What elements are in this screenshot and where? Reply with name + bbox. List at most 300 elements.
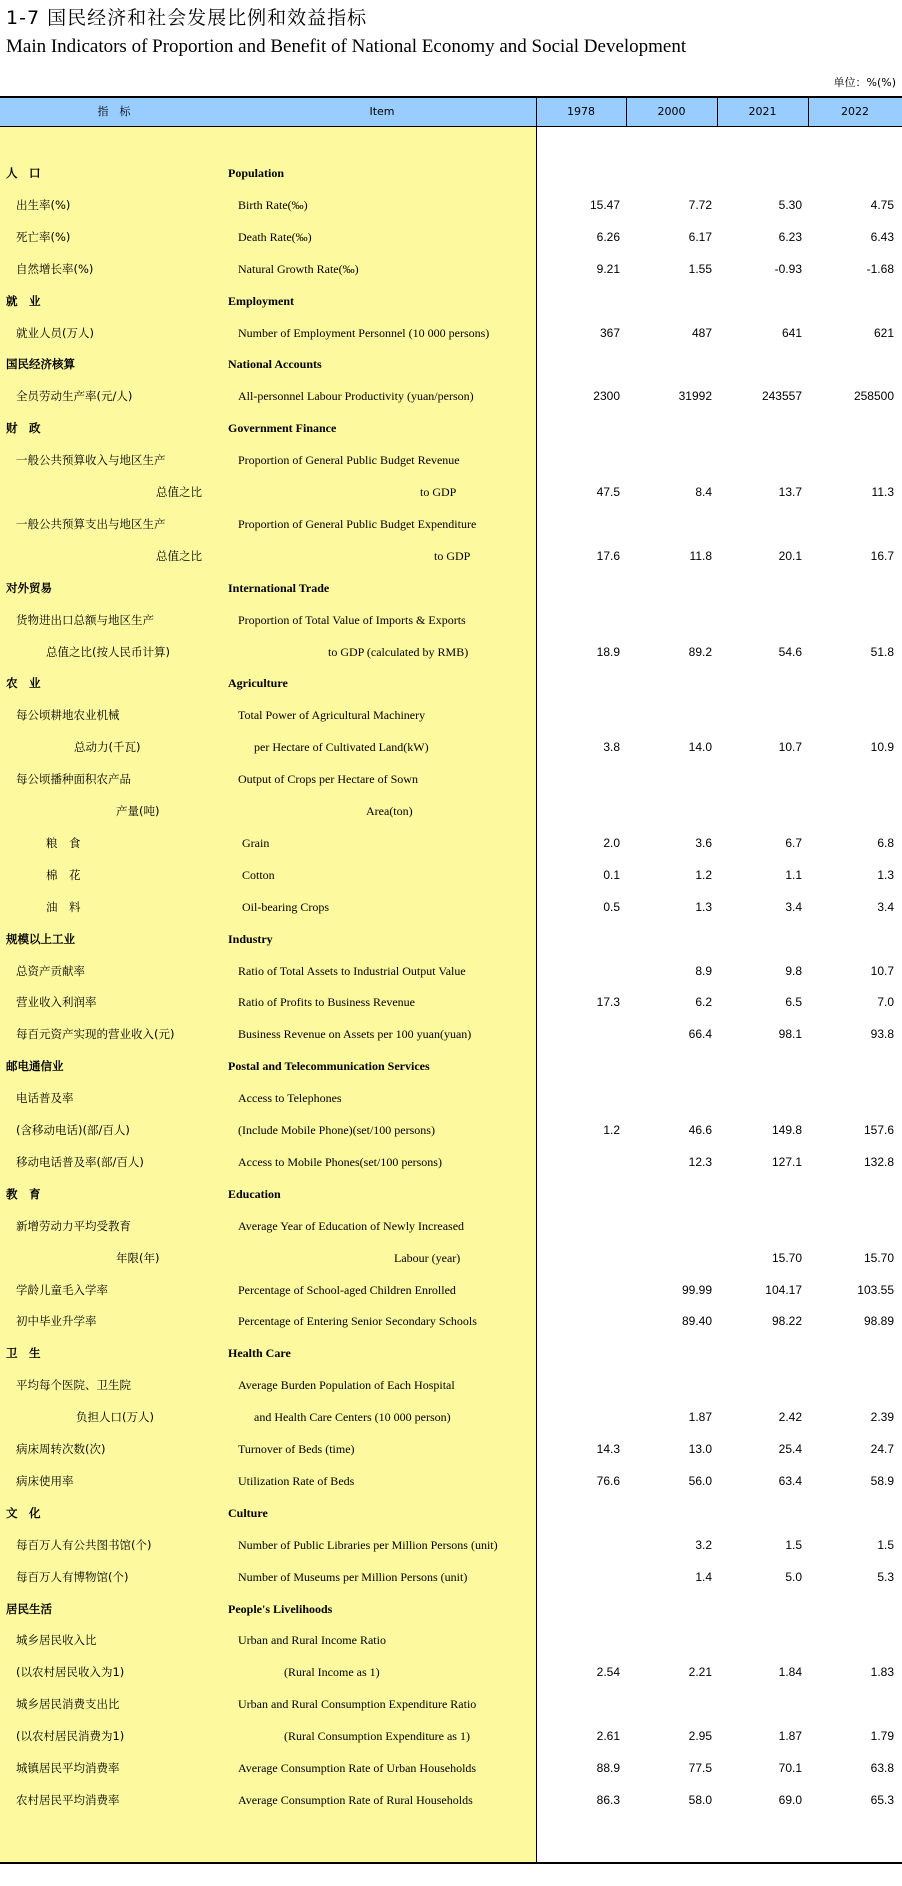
- indicator-cn: 居民生活: [6, 1601, 52, 1616]
- value-cell-2021: [722, 285, 802, 317]
- value-cell-2000: [632, 1210, 712, 1242]
- value-cell-1978: [540, 1274, 620, 1306]
- value-cell-1978: [540, 508, 620, 540]
- value-cell-2022: [814, 508, 894, 540]
- value-cell-1978: 2.61: [596, 1729, 620, 1744]
- value-cell-1978: [540, 572, 620, 604]
- value-cell-2021: 20.1: [778, 548, 802, 563]
- indicator-cn: 病床使用率: [16, 1473, 74, 1488]
- table-row: [0, 1529, 902, 1561]
- value-cell-1978: 0.1: [603, 867, 620, 882]
- value-cell-2000: [632, 412, 712, 444]
- value-cell-2021: 5.30: [778, 197, 802, 212]
- header-indicator: 指 标: [97, 105, 131, 118]
- value-cell-2021: [722, 699, 802, 731]
- value-cell-2021: 69.0: [778, 1792, 802, 1807]
- value-cell-2021: 9.8: [785, 963, 802, 978]
- value-cell-2022: [814, 444, 894, 476]
- value-cell-1978: [540, 1401, 620, 1433]
- indicator-cn: 文 化: [6, 1505, 41, 1520]
- value-cell-2022: 1.83: [870, 1665, 894, 1680]
- value-cell-2022: 258500: [853, 389, 894, 404]
- value-cell-2022: [814, 1337, 894, 1369]
- indicator-cn: 病床周转次数(次): [16, 1442, 106, 1456]
- value-cell-1978: [540, 1082, 620, 1114]
- value-cell-2000: [632, 604, 712, 636]
- value-cell-1978: [540, 1146, 620, 1178]
- indicator-cn: 年限(年): [116, 1250, 160, 1265]
- indicator-en: Labour (year): [394, 1250, 461, 1265]
- indicator-cn: 农村居民平均消费率: [16, 1792, 120, 1807]
- value-cell-2022: [814, 1178, 894, 1210]
- value-cell-2000: [632, 699, 712, 731]
- value-cell-2000: [632, 1082, 712, 1114]
- value-cell-2000: 12.3: [688, 1154, 712, 1169]
- indicator-cn: (以农村居民收入为1): [16, 1665, 125, 1680]
- value-cell-2021: 5.0: [785, 1569, 802, 1584]
- indicator-en: Number of Employment Personnel (10 000 persons): [238, 325, 490, 340]
- value-cell-2000: 58.0: [688, 1792, 712, 1807]
- indicator-en: International Trade: [228, 580, 330, 595]
- value-cell-2022: [814, 285, 894, 317]
- value-cell-2022: 51.8: [870, 644, 894, 659]
- indicator-en: Oil-bearing Crops: [242, 899, 329, 914]
- value-cell-2022: 15.70: [863, 1250, 894, 1265]
- value-cell-2022: 5.3: [877, 1569, 894, 1584]
- indicator-cn: 平均每个医院、卫生院: [16, 1378, 131, 1393]
- indicator-en: per Hectare of Cultivated Land(kW): [254, 740, 429, 755]
- indicator-cn: 就 业: [6, 293, 41, 308]
- table-row: [0, 955, 902, 987]
- value-cell-1978: 2300: [593, 389, 620, 404]
- indicator-en: Grain: [242, 835, 270, 850]
- value-cell-2022: 93.8: [870, 1027, 894, 1042]
- table-row: [0, 1210, 902, 1242]
- table-row: [0, 1369, 902, 1401]
- indicator-cn: 每公顷播种面积农产品: [16, 772, 131, 787]
- value-cell-2021: -0.93: [774, 261, 802, 276]
- indicator-en: Health Care: [228, 1346, 291, 1361]
- indicator-en: Government Finance: [228, 421, 337, 436]
- value-cell-2022: [814, 604, 894, 636]
- indicator-en: Area(ton): [366, 804, 413, 818]
- value-cell-1978: [540, 1050, 620, 1082]
- value-cell-2000: 11.8: [689, 548, 712, 563]
- value-cell-1978: 86.3: [596, 1792, 620, 1807]
- indicator-cn: 总动力(千瓦): [74, 740, 141, 755]
- indicator-cn: 电话普及率: [16, 1091, 74, 1106]
- indicator-en: Population: [228, 166, 285, 180]
- table-row: [0, 636, 902, 668]
- indicator-cn: 产量(吨): [116, 804, 160, 818]
- indicator-en: Death Rate(‰): [238, 229, 312, 244]
- table-row: [0, 1146, 902, 1178]
- value-cell-1978: [540, 1018, 620, 1050]
- value-cell-2022: 63.8: [870, 1761, 894, 1775]
- value-cell-2000: 1.3: [695, 899, 712, 914]
- value-cell-1978: 14.3: [596, 1442, 620, 1456]
- value-cell-2000: [632, 923, 712, 955]
- indicator-cn: 营业收入利润率: [16, 995, 97, 1010]
- value-cell-2021: 10.7: [778, 740, 802, 755]
- value-cell-2021: [722, 1210, 802, 1242]
- table-row: [0, 1720, 902, 1752]
- value-cell-2022: [814, 1210, 894, 1242]
- indicator-en: Industry: [228, 931, 273, 946]
- table-row: [0, 827, 902, 859]
- value-cell-2000: 56.0: [688, 1473, 712, 1488]
- value-cell-1978: [540, 795, 620, 827]
- value-cell-2021: [722, 1050, 802, 1082]
- header-year-1978: 1978: [567, 105, 595, 118]
- section-header-row: [0, 1050, 902, 1082]
- indicator-en: Agriculture: [228, 676, 288, 691]
- value-cell-2022: [814, 923, 894, 955]
- indicator-cn: 邮电通信业: [6, 1059, 64, 1074]
- value-cell-2021: [722, 763, 802, 795]
- value-cell-2022: 103.55: [857, 1282, 894, 1297]
- value-cell-2021: 2.42: [778, 1410, 802, 1425]
- value-cell-2000: 66.4: [688, 1027, 712, 1042]
- table-row: [0, 1688, 902, 1720]
- indicator-cn: 初中毕业升学率: [16, 1314, 97, 1329]
- indicator-en: (Rural Consumption Expenditure as 1): [284, 1729, 470, 1744]
- value-cell-1978: 17.3: [596, 995, 620, 1010]
- value-cell-1978: [540, 923, 620, 955]
- value-cell-2022: 3.4: [877, 899, 894, 914]
- section-header-row: [0, 923, 902, 955]
- value-cell-2000: [632, 1688, 712, 1720]
- value-cell-2021: [722, 157, 802, 189]
- indicator-cn: (以农村居民消费为1): [16, 1729, 125, 1744]
- indicator-en: Average Year of Education of Newly Increased: [238, 1218, 465, 1233]
- value-cell-2021: 25.4: [778, 1442, 802, 1456]
- section-header-row: [0, 285, 902, 317]
- table-row: [0, 1752, 902, 1784]
- indicator-cn: 城镇居民平均消费率: [16, 1761, 120, 1775]
- indicator-en: (Include Mobile Phone)(set/100 persons): [238, 1123, 435, 1137]
- value-cell-1978: [540, 763, 620, 795]
- section-header-row: [0, 572, 902, 604]
- value-cell-2022: [814, 412, 894, 444]
- value-cell-2021: [722, 1178, 802, 1210]
- indicator-cn: 自然增长率(%): [16, 261, 94, 276]
- section-header-row: [0, 1178, 902, 1210]
- indicator-cn: 城乡居民收入比: [16, 1633, 97, 1648]
- indicator-en: Employment: [228, 293, 294, 308]
- value-cell-2000: 1.4: [695, 1569, 712, 1584]
- table-row: [0, 1433, 902, 1465]
- value-cell-2021: [722, 412, 802, 444]
- value-cell-2021: 70.1: [778, 1761, 802, 1775]
- header-item: Item: [369, 105, 395, 118]
- value-cell-2000: 7.72: [688, 197, 712, 212]
- indicator-en: Percentage of Entering Senior Secondary Schools: [238, 1314, 477, 1329]
- value-cell-2021: 1.87: [778, 1729, 802, 1744]
- value-cell-2021: [722, 1369, 802, 1401]
- indicator-en: Access to Mobile Phones(set/100 persons): [238, 1154, 442, 1169]
- indicator-en: Access to Telephones: [238, 1091, 342, 1106]
- value-cell-2021: [722, 1624, 802, 1656]
- value-cell-2022: 1.79: [870, 1729, 894, 1744]
- section-header-row: [0, 1497, 902, 1529]
- indicator-en: Natural Growth Rate(‰): [238, 261, 359, 276]
- value-cell-1978: [540, 1688, 620, 1720]
- section-header-row: [0, 667, 902, 699]
- value-cell-2000: [632, 1178, 712, 1210]
- value-cell-2022: [814, 763, 894, 795]
- value-cell-1978: [540, 955, 620, 987]
- table-row: [0, 731, 902, 763]
- value-cell-1978: [540, 157, 620, 189]
- value-cell-2000: [632, 1593, 712, 1625]
- value-cell-2000: 77.5: [688, 1761, 712, 1775]
- table-header: [0, 98, 902, 127]
- indicator-en: Number of Museums per Million Persons (unit): [238, 1569, 468, 1584]
- indicator-cn: 一般公共预算支出与地区生产: [16, 516, 166, 531]
- table-row: [0, 380, 902, 412]
- indicator-cn: 每百元资产实现的营业收入(元): [16, 1027, 175, 1042]
- indicator-en: Output of Crops per Hectare of Sown: [238, 772, 418, 787]
- bottom-rule: [0, 1862, 902, 1864]
- value-cell-2022: 10.7: [870, 963, 894, 978]
- value-cell-1978: [540, 1178, 620, 1210]
- value-cell-1978: [540, 699, 620, 731]
- indicator-cn: 每百万人有公共图书馆(个): [16, 1537, 152, 1552]
- value-cell-1978: 367: [599, 325, 620, 340]
- indicator-cn: (含移动电话)(部/百人): [16, 1123, 130, 1137]
- value-cell-1978: [540, 444, 620, 476]
- value-cell-2000: 2.21: [688, 1665, 712, 1680]
- value-cell-1978: [540, 1305, 620, 1337]
- indicator-en: (Rural Income as 1): [284, 1665, 380, 1680]
- value-cell-2000: [632, 508, 712, 540]
- value-cell-2000: 89.2: [688, 644, 712, 659]
- section-header-row: [0, 157, 902, 189]
- indicator-en: Birth Rate(‰): [238, 197, 308, 212]
- value-cell-2022: 157.6: [863, 1123, 894, 1137]
- table-row: [0, 1624, 902, 1656]
- header-year-2021: 2021: [748, 105, 777, 118]
- value-cell-2022: [814, 699, 894, 731]
- value-cell-2000: [632, 444, 712, 476]
- table-row: [0, 476, 902, 508]
- value-cell-1978: 0.5: [603, 899, 620, 914]
- table-row: [0, 1114, 902, 1146]
- value-cell-1978: [540, 1593, 620, 1625]
- indicator-en: Average Consumption Rate of Rural Households: [238, 1792, 473, 1807]
- value-cell-2021: 6.5: [785, 995, 802, 1010]
- indicator-en: Ratio of Total Assets to Industrial Output Value: [238, 963, 466, 978]
- value-cell-2000: 6.17: [688, 229, 712, 244]
- table-row: [0, 508, 902, 540]
- indicator-cn: 农 业: [6, 676, 41, 691]
- value-cell-1978: [540, 604, 620, 636]
- header-year-2022: 2022: [841, 105, 869, 118]
- indicator-cn: 油 料: [46, 899, 81, 914]
- indicator-en: Business Revenue on Assets per 100 yuan(yuan): [238, 1027, 472, 1042]
- section-header-row: [0, 412, 902, 444]
- table-row: [0, 1401, 902, 1433]
- value-cell-2022: 2.39: [870, 1410, 894, 1425]
- indicator-cn: 粮 食: [46, 835, 81, 850]
- indicator-en: Culture: [228, 1505, 268, 1520]
- value-cell-2022: -1.68: [866, 261, 894, 276]
- value-cell-2000: [632, 1497, 712, 1529]
- value-cell-1978: 17.6: [596, 548, 620, 563]
- indicator-en: People's Livelihoods: [228, 1601, 333, 1616]
- value-cell-2000: 2.95: [688, 1729, 712, 1744]
- indicator-cn: 总值之比: [156, 485, 202, 499]
- value-cell-2000: 14.0: [688, 740, 712, 755]
- value-cell-2000: [632, 572, 712, 604]
- section-header-row: [0, 348, 902, 380]
- value-cell-2022: [814, 795, 894, 827]
- value-cell-2022: 1.5: [877, 1537, 894, 1552]
- value-cell-1978: [540, 1337, 620, 1369]
- value-cell-2021: 98.22: [771, 1314, 802, 1329]
- table-row: [0, 763, 902, 795]
- value-cell-2000: 89.40: [681, 1314, 712, 1329]
- value-cell-2022: [814, 1624, 894, 1656]
- value-cell-2021: [722, 604, 802, 636]
- value-cell-2021: [722, 1497, 802, 1529]
- value-cell-2000: [632, 763, 712, 795]
- indicator-en: Urban and Rural Consumption Expenditure Ratio: [238, 1697, 477, 1712]
- indicator-cn: 城乡居民消费支出比: [16, 1697, 120, 1712]
- indicator-en: and Health Care Centers (10 000 person): [254, 1410, 451, 1425]
- value-cell-2000: [632, 1624, 712, 1656]
- value-cell-2022: 98.89: [863, 1314, 894, 1329]
- value-cell-2000: [632, 1242, 712, 1274]
- table-row: [0, 1018, 902, 1050]
- value-cell-2022: 58.9: [870, 1473, 894, 1488]
- value-cell-2022: [814, 157, 894, 189]
- table-title-cn: 1-7 国民经济和社会发展比例和效益指标: [6, 7, 368, 29]
- value-cell-2000: 3.6: [695, 835, 712, 850]
- indicator-cn: 总值之比(按人民币计算): [46, 644, 170, 659]
- value-cell-1978: [540, 1624, 620, 1656]
- value-cell-2000: [632, 1050, 712, 1082]
- value-cell-2022: 7.0: [877, 995, 894, 1010]
- table-row: [0, 1561, 902, 1593]
- indicator-en: Proportion of General Public Budget Revenue: [238, 453, 460, 468]
- value-cell-2000: 487: [691, 325, 712, 340]
- indicator-en: Average Consumption Rate of Urban Households: [238, 1761, 477, 1775]
- value-cell-2021: [722, 572, 802, 604]
- indicator-en: Utilization Rate of Beds: [238, 1473, 355, 1488]
- value-cell-2021: 104.17: [765, 1282, 802, 1297]
- value-cell-2022: 24.7: [870, 1442, 894, 1456]
- value-cell-2021: 3.4: [785, 899, 802, 914]
- value-cell-2021: 1.1: [785, 867, 802, 882]
- indicator-cn: 对外贸易: [6, 580, 52, 595]
- indicator-cn: 负担人口(万人): [76, 1410, 154, 1425]
- value-cell-2022: [814, 572, 894, 604]
- value-cell-2000: [632, 795, 712, 827]
- value-cell-2000: 1.55: [688, 261, 712, 276]
- value-cell-2021: 6.23: [778, 229, 802, 244]
- indicator-cn: 一般公共预算收入与地区生产: [16, 453, 166, 468]
- value-cell-2000: 8.9: [695, 963, 712, 978]
- value-cell-1978: [540, 412, 620, 444]
- value-cell-2022: 10.9: [870, 740, 894, 755]
- indicator-cn: 总资产贡献率: [16, 963, 85, 978]
- unit-label: 单位：%(%): [833, 76, 896, 89]
- value-cell-2022: [814, 348, 894, 380]
- table-title-en: Main Indicators of Proportion and Benefit of National Economy and Social Development: [6, 36, 687, 57]
- indicator-en: National Accounts: [228, 357, 322, 372]
- value-cell-2021: 1.84: [778, 1665, 802, 1680]
- indicator-cn: 每公顷耕地农业机械: [16, 708, 120, 723]
- indicator-cn: 财 政: [6, 421, 41, 436]
- table-row: [0, 221, 902, 253]
- table-row: [0, 1274, 902, 1306]
- value-cell-2000: [632, 285, 712, 317]
- value-cell-2022: 11.3: [871, 485, 894, 499]
- value-cell-2000: [632, 157, 712, 189]
- table-row: [0, 604, 902, 636]
- value-cell-1978: [540, 285, 620, 317]
- value-cell-1978: 76.6: [596, 1473, 620, 1488]
- value-cell-1978: [540, 348, 620, 380]
- indicator-en: Total Power of Agricultural Machinery: [238, 708, 426, 723]
- indicator-en: Number of Public Libraries per Million Persons (unit): [238, 1537, 498, 1552]
- value-cell-1978: 2.0: [603, 835, 620, 850]
- value-cell-1978: 15.47: [589, 197, 620, 212]
- header-year-2000: 2000: [657, 105, 686, 118]
- value-cell-1978: [540, 1369, 620, 1401]
- value-cell-1978: [540, 1242, 620, 1274]
- value-cell-2022: 1.3: [877, 867, 894, 882]
- value-cell-1978: 18.9: [596, 644, 620, 659]
- value-cell-1978: 2.54: [596, 1665, 620, 1680]
- table-row: [0, 891, 902, 923]
- indicator-cn: 棉 花: [46, 867, 81, 882]
- indicator-cn: 全员劳动生产率(元/人): [16, 389, 133, 404]
- value-cell-2021: [722, 1688, 802, 1720]
- indicator-en: Percentage of School-aged Children Enrolled: [238, 1282, 456, 1297]
- value-cell-2021: 6.7: [785, 835, 802, 850]
- value-cell-2022: [814, 1688, 894, 1720]
- value-cell-1978: 3.8: [603, 740, 620, 755]
- value-cell-2021: [722, 348, 802, 380]
- indicator-cn: 卫 生: [6, 1346, 41, 1361]
- indicator-cn: 死亡率(%): [16, 229, 71, 244]
- value-cell-2021: 1.5: [785, 1537, 802, 1552]
- value-cell-2022: [814, 1497, 894, 1529]
- indicator-cn: 货物进出口总额与地区生产: [16, 612, 154, 627]
- value-cell-2021: 641: [781, 325, 802, 340]
- value-cell-2022: 6.43: [870, 229, 894, 244]
- table-row: [0, 317, 902, 349]
- table-row: [0, 1784, 902, 1816]
- indicator-cn: 就业人员(万人): [16, 325, 94, 340]
- value-cell-2000: [632, 1337, 712, 1369]
- indicator-en: Postal and Telecommunication Services: [228, 1059, 430, 1074]
- table-row: [0, 1656, 902, 1688]
- value-cell-2021: [722, 444, 802, 476]
- value-cell-2000: 99.99: [681, 1282, 712, 1297]
- value-cell-2021: 54.6: [778, 644, 802, 659]
- value-cell-1978: [540, 1561, 620, 1593]
- value-cell-2022: [814, 1593, 894, 1625]
- value-cell-2000: 1.2: [695, 867, 712, 882]
- value-cell-2000: 6.2: [695, 995, 712, 1010]
- indicator-en: Proportion of Total Value of Imports & Exports: [238, 612, 466, 627]
- value-cell-2021: [722, 667, 802, 699]
- value-cell-2000: 46.6: [688, 1123, 712, 1137]
